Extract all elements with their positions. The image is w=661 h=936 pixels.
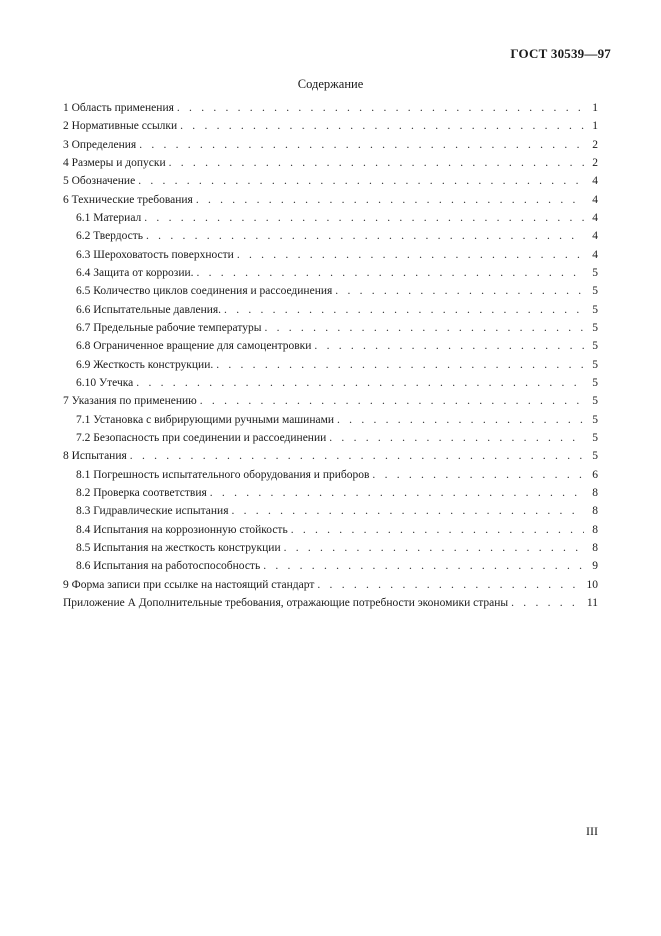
toc-entry-label: 4 Размеры и допуски [63,156,166,169]
toc-entry[interactable] [63,432,598,450]
toc-dot-leader [200,395,584,407]
toc-entry-label: 7 Указания по применению [63,395,197,408]
toc-entry[interactable] [63,487,598,505]
toc-entry-label: 6.6 Испытательные давления. [76,303,222,316]
toc-dot-leader [263,560,584,572]
toc-entry-label: 6.9 Жесткость конструкции. [76,358,214,371]
toc-entry[interactable] [63,102,598,120]
toc-entry-page: 4 [592,211,598,224]
toc-entry-label: 3 Определения [63,138,137,151]
toc-dot-leader [224,304,584,316]
toc-entry-page: 4 [592,230,598,243]
toc-entry-label: 6.7 Предельные рабочие температуры [76,321,262,334]
toc-dot-leader [138,175,584,187]
toc-entry-page: 5 [592,413,598,426]
toc-entry-label: 9 Форма записи при ссылке на настоящий стандарт [63,578,315,591]
toc-entry-label: 6.2 Твердость [76,230,144,243]
toc-dot-leader [196,194,584,206]
toc-entry-page: 8 [592,523,598,536]
toc-entry[interactable] [63,377,598,395]
toc-entry[interactable] [63,395,598,413]
toc-dot-leader [264,322,584,334]
toc-dot-leader [177,102,584,114]
toc-entry[interactable] [63,542,598,560]
toc-entry[interactable] [63,285,598,303]
toc-dot-leader [372,469,584,481]
toc-entry[interactable] [63,579,598,597]
toc-entry-page: 4 [592,175,598,188]
toc-entry-page: 5 [592,340,598,353]
toc-entry[interactable] [63,175,598,193]
toc-dot-leader [130,450,584,462]
toc-dot-leader [169,157,584,169]
toc-entry[interactable] [63,560,598,578]
toc-dot-leader [511,597,583,609]
toc-entry-page: 8 [592,486,598,499]
toc-dot-leader [335,285,584,297]
toc-entry[interactable] [63,524,598,542]
toc-entry-label: 6.4 Защита от коррозии. [76,266,194,279]
toc-dot-leader [317,579,582,591]
toc-entry-page: 5 [592,395,598,408]
toc-entry[interactable] [63,304,598,322]
toc-entry-label: 6.10 Утечка [76,376,134,389]
toc-entry[interactable] [63,505,598,523]
toc-entry-page: 2 [592,156,598,169]
toc-entry-label: 1 Область применения [63,102,174,114]
toc-dot-leader [139,139,584,151]
toc-entry[interactable] [63,139,598,157]
toc-dot-leader [197,267,585,279]
toc-entry[interactable] [63,212,598,230]
toc-dot-leader [180,120,584,132]
toc-entry-label: 2 Нормативные ссылки [63,120,178,133]
table-of-contents [63,102,598,615]
toc-entry[interactable] [63,414,598,432]
toc-entry-page: 5 [592,285,598,298]
toc-entry[interactable] [63,359,598,377]
toc-entry-page: 11 [586,596,598,609]
toc-entry[interactable] [63,249,598,267]
toc-entry-page: 1 [592,102,598,114]
toc-entry-label: 8 Испытания [63,450,127,463]
toc-entry[interactable] [63,469,598,487]
toc-entry-page: 4 [592,193,598,206]
toc-entry[interactable] [63,157,598,175]
toc-dot-leader [284,542,584,554]
toc-entry[interactable] [63,194,598,212]
toc-entry-label: 6.3 Шероховатость поверхности [76,248,234,261]
toc-entry-page: 5 [592,358,598,371]
toc-dot-leader [232,505,585,517]
toc-entry-label: 8.5 Испытания на жесткость конструкции [76,541,281,554]
toc-entry-label: 8.4 Испытания на коррозионную стойкость [76,523,288,536]
toc-entry-page: 10 [586,578,598,591]
toc-entry-page: 5 [592,321,598,334]
toc-dot-leader [291,524,584,536]
toc-entry-label: 7.1 Установка с вибрирующими ручными машинами [76,413,335,426]
toc-entry[interactable] [63,230,598,248]
toc-dot-leader [337,414,584,426]
toc-entry-label: 8.1 Погрешность испытательного оборудования и приборов [76,468,370,481]
toc-entry-page: 9 [592,560,598,573]
toc-entry-label: 6 Технические требования [63,193,193,206]
toc-entry-page: 2 [592,138,598,151]
toc-entry[interactable] [63,597,598,615]
toc-dot-leader [210,487,584,499]
toc-entry-page: 4 [592,248,598,261]
toc-entry-label: 7.2 Безопасность при соединении и рассоединении [76,431,327,444]
toc-title: Содержание [297,77,364,91]
toc-entry[interactable] [63,120,598,138]
toc-entry[interactable] [63,340,598,358]
page-number: III [586,824,598,838]
toc-dot-leader [314,340,584,352]
toc-entry-label: 8.6 Испытания на работоспособность [76,560,261,573]
toc-entry-page: 5 [592,303,598,316]
toc-dot-leader [144,212,584,224]
toc-entry-label: 8.2 Проверка соответствия [76,486,207,499]
toc-entry-page: 8 [592,541,598,554]
standard-code-header: ГОСТ 30539—97 [510,46,611,61]
toc-entry[interactable] [63,450,598,468]
toc-dot-leader [237,249,584,261]
toc-dot-leader [146,230,584,242]
toc-entry-page: 6 [592,468,598,481]
toc-entry-label: 6.5 Количество циклов соединения и рассоединения [76,285,333,298]
toc-entry-page: 5 [592,431,598,444]
toc-entry-page: 8 [592,505,598,518]
toc-entry-label: 6.1 Материал [76,211,142,224]
toc-entry[interactable] [63,267,598,285]
toc-entry-page: 1 [592,120,598,133]
toc-entry-label: Приложение А Дополнительные требования, отражающие потребности экономики страны [63,596,509,609]
toc-entry-label: 5 Обозначение [63,175,136,188]
toc-dot-leader [329,432,584,444]
toc-entry-page: 5 [592,450,598,463]
toc-entry[interactable] [63,322,598,340]
toc-entry-label: 6.8 Ограниченное вращение для самоцентровки [76,340,312,353]
toc-dot-leader [216,359,584,371]
toc-dot-leader [136,377,584,389]
toc-entry-page: 5 [592,376,598,389]
toc-entry-page: 5 [592,266,598,279]
toc-entry-label: 8.3 Гидравлические испытания [76,505,229,518]
